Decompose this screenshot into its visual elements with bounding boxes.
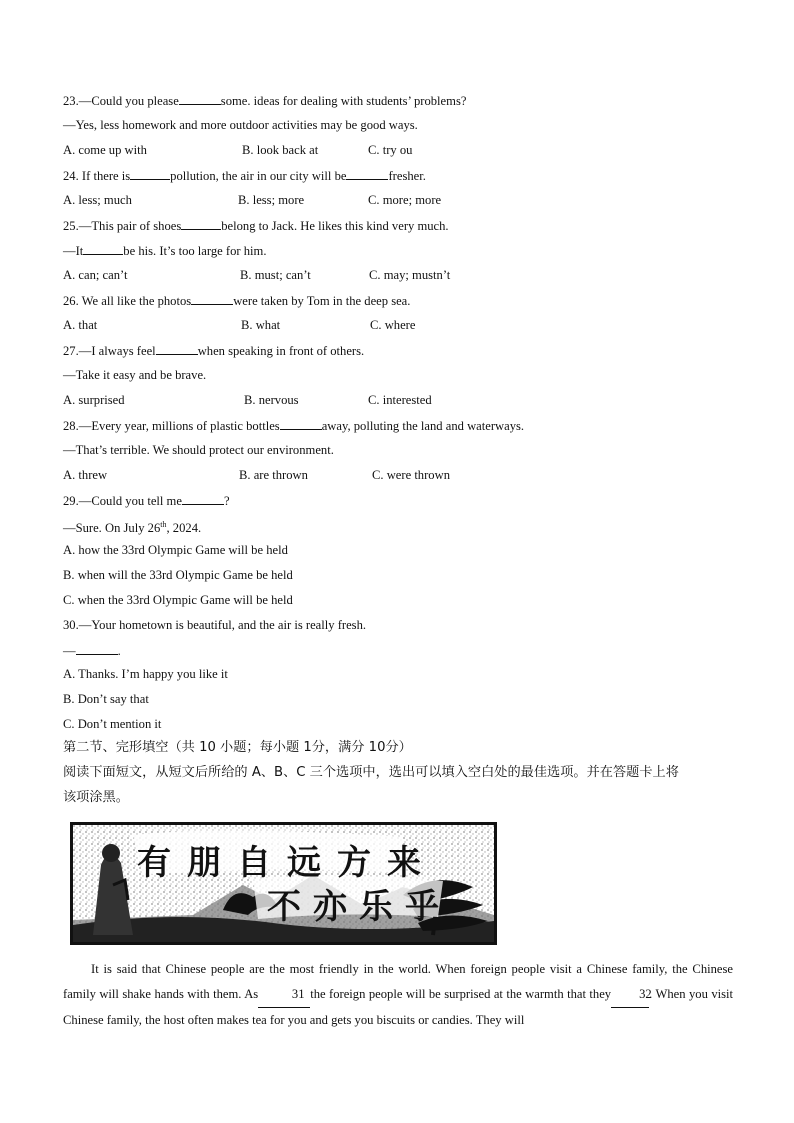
option-c: C. Don’t mention it (63, 717, 162, 731)
question-text: We all like the photos (81, 294, 192, 308)
option-c: C. may; mustn’t (369, 268, 451, 282)
question-number: 24. (63, 169, 79, 183)
question-text: were taken by Tom in the deep sea. (233, 294, 411, 308)
option-b: B. when will the 33rd Olympic Game be held (63, 568, 293, 582)
option-b: B. less; more (238, 193, 305, 207)
banner-calligraphy-line-1: 有朋自远方来 (137, 843, 437, 883)
blank-31: 31 (258, 982, 310, 1008)
answer-blank (280, 417, 322, 430)
response-line: —That’s terrible. We should protect our environment. (63, 443, 334, 457)
option-b: B. Don’t say that (63, 692, 149, 706)
question-text: —Every year, millions of plastic bottles (78, 419, 280, 433)
answer-blank (179, 92, 221, 105)
option-c: C. were thrown (372, 468, 450, 482)
option-b: B. look back at (242, 143, 319, 157)
option-a: A. threw (63, 468, 108, 482)
question-text: when speaking in front of others. (197, 344, 365, 358)
response-line: —Yes, less homework and more outdoor activities may be good ways. (63, 118, 418, 132)
question-text: some. ideas for dealing with students’ problems? (220, 94, 467, 108)
passage-text: . When you visit Chinese family, the host often makes tea for you and gets you biscuits or candies. They will (63, 987, 734, 1027)
option-c: C. more; more (368, 193, 442, 207)
option-a: A. Thanks. I’m happy you like it (63, 667, 228, 681)
question-text: —I always feel (78, 344, 156, 358)
section-heading: 第二节、完形填空（共 10 小题；每小题 1分，满分 10分） (63, 740, 412, 755)
section-instructions: 阅读下面短文，从短文后所给的 A、B、C 三个选项中，选出可以填入空白处的最佳选项。并在答题卡上将 (63, 765, 679, 780)
question-28 (63, 417, 524, 434)
question-text: —Could you tell me (78, 494, 182, 508)
blank-32: 32 (611, 982, 649, 1008)
figure-head (102, 844, 120, 862)
answer-blank (83, 242, 123, 255)
answer-blank (130, 167, 170, 180)
question-text: ? (223, 494, 230, 508)
question-text: belong to Jack. He likes this kind very much. (221, 219, 449, 233)
response-line: — . (63, 644, 121, 658)
question-number: 29. (63, 494, 79, 508)
option-b: B. what (241, 318, 281, 332)
question-24 (63, 167, 426, 184)
option-c: C. where (370, 318, 416, 332)
option-a: A. how the 33rd Olympic Game will be held (63, 543, 288, 557)
answer-blank (346, 167, 388, 180)
banner-calligraphy-line-2: 不亦乐乎 (267, 887, 451, 927)
question-26 (63, 292, 410, 309)
question-number: 26. (63, 294, 79, 308)
option-c: C. try ou (368, 143, 413, 157)
option-b: B. must; can’t (240, 268, 311, 282)
section-instructions-cont: 该项涂黑。 (63, 790, 129, 805)
question-text: —Your hometown is beautiful, and the air is really fresh. (78, 618, 367, 632)
question-text: —This pair of shoes (78, 219, 182, 233)
option-a: A. surprised (63, 393, 125, 407)
reading-passage (63, 957, 733, 1033)
question-27 (63, 342, 364, 359)
option-b: B. are thrown (239, 468, 308, 482)
question-text: —Could you please (78, 94, 179, 108)
option-a: A. that (63, 318, 98, 332)
answer-blank (76, 642, 118, 655)
option-a: A. less; much (63, 193, 132, 207)
question-23 (63, 92, 466, 109)
question-number: 25. (63, 219, 79, 233)
response-line: —It be his. It’s too large for him. (63, 244, 267, 258)
question-text: If there is (81, 169, 131, 183)
answer-blank (181, 217, 221, 230)
question-text: pollution, the air in our city will be (170, 169, 347, 183)
option-a: A. can; can’t (63, 268, 128, 282)
question-number: 27. (63, 344, 79, 358)
question-number: 23. (63, 94, 79, 108)
option-c: C. when the 33rd Olympic Game will be held (63, 593, 293, 607)
question-number: 28. (63, 419, 79, 433)
question-text: fresher. (388, 169, 426, 183)
response-line: —Take it easy and be brave. (63, 368, 207, 382)
answer-blank (182, 492, 224, 505)
question-30 (63, 617, 366, 633)
passage-text: It is said that Chinese people are the most friendly in the world. When foreign people visit a Chinese family, the Chinese family will shake hands with them. As (63, 962, 733, 1001)
answer-blank (191, 292, 233, 305)
option-c: C. interested (368, 393, 432, 407)
calligraphy-banner-image (70, 822, 497, 945)
question-text: away, polluting the land and waterways. (321, 419, 525, 433)
question-25 (63, 217, 449, 234)
question-number: 30. (63, 618, 79, 632)
response-line: —Sure. On July 26th, 2024. (63, 520, 202, 536)
option-a: A. come up with (63, 143, 147, 157)
question-29 (63, 492, 230, 509)
answer-blank (156, 342, 198, 355)
passage-text: the foreign people will be surprised at the warmth that they (310, 987, 612, 1001)
option-b: B. nervous (244, 393, 299, 407)
